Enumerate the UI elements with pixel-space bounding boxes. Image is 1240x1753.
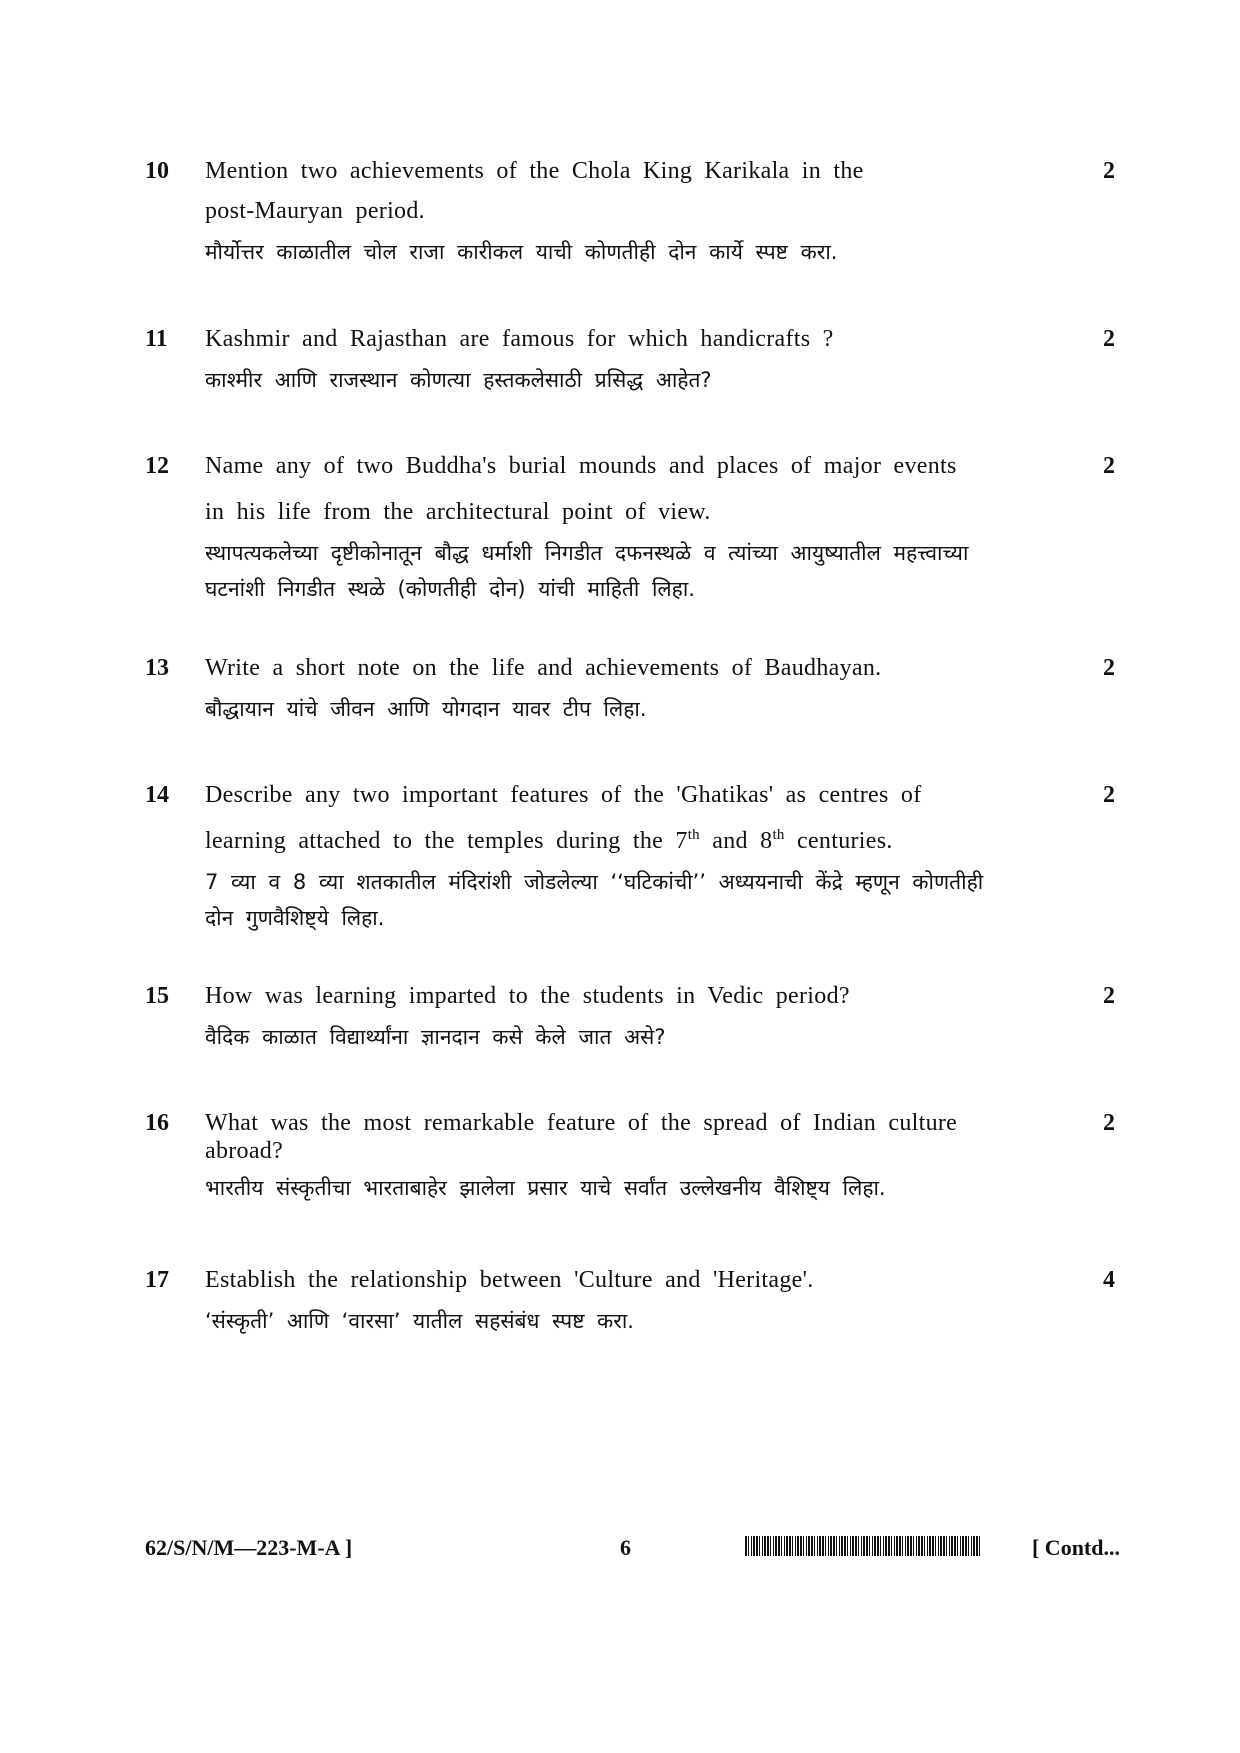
question-number: 10	[145, 158, 169, 184]
question-marathi-line: वैदिक काळात विद्यार्थ्यांना ज्ञानदान कसे केले जात असे?	[205, 1025, 666, 1049]
question-marathi-line: मौर्योत्तर काळातील चोल राजा कारीकल याची कोणतीही दोन कार्ये स्पष्ट करा.	[205, 240, 838, 264]
question-english-line: What was the most remarkable feature of the spread of Indian culture	[205, 1110, 958, 1136]
question-text	[205, 772, 1065, 936]
question-marathi-line: भारतीय संस्कृतीचा भारताबाहेर झालेला प्रसार याचे सर्वांत उल्लेखनीय वैशिष्ट्य लिहा.	[205, 1176, 886, 1200]
question-number: 11	[145, 326, 168, 352]
question-text	[205, 148, 1065, 270]
question-text	[205, 1257, 1065, 1339]
english-segment: centuries.	[784, 828, 893, 854]
question-number: 15	[145, 983, 169, 1009]
question-english-line: Describe any two important features of the 'Ghatikas' as centres of	[205, 782, 922, 808]
question-marathi-line: काश्मीर आणि राजस्थान कोणत्या हस्तकलेसाठी प्रसिद्ध आहेत?	[205, 368, 712, 392]
question-marks: 2	[1103, 1110, 1115, 1136]
question-number: 13	[145, 655, 169, 681]
ordinal-superscript: th	[772, 827, 785, 843]
question-marks: 2	[1103, 158, 1115, 184]
question-marks: 2	[1103, 326, 1115, 352]
ordinal-superscript: th	[687, 827, 700, 843]
question-text	[205, 645, 1065, 727]
question-text	[205, 443, 1065, 607]
question-english-line: Write a short note on the life and achievements of Baudhayan.	[205, 655, 882, 681]
question-english-line: Kashmir and Rajasthan are famous for which handicrafts ?	[205, 326, 834, 352]
question-marks: 2	[1103, 983, 1115, 1009]
question-number: 16	[145, 1110, 169, 1136]
question-marks: 4	[1103, 1267, 1115, 1293]
question-marks: 2	[1103, 655, 1115, 681]
question-english-line	[205, 818, 1065, 864]
page-number: 6	[620, 1535, 631, 1560]
question-number: 12	[145, 453, 169, 479]
question-marks: 2	[1103, 453, 1115, 479]
question-english-line: in his life from the architectural point of view.	[205, 499, 711, 525]
paper-code: 62/S/N/M—223-M-A ]	[145, 1535, 353, 1560]
question-english-line: abroad?	[205, 1138, 284, 1164]
question-english-line: Name any of two Buddha's burial mounds and places of major events	[205, 453, 957, 479]
question-marathi-line: घटनांशी निगडीत स्थळे (कोणतीही दोन) यांची माहिती लिहा.	[205, 577, 695, 601]
question-marathi-line: दोन गुणवैशिष्ट्ये लिहा.	[205, 906, 385, 930]
question-text	[205, 1100, 1065, 1206]
page-footer	[145, 1528, 1120, 1568]
question-english-line: Mention two achievements of the Chola King Karikala in the	[205, 158, 864, 184]
continued-label: [ Contd...	[1031, 1535, 1120, 1560]
question-english-line: post-Mauryan period.	[205, 198, 425, 224]
question-marathi-line: बौद्धायान यांचे जीवन आणि योगदान यावर टीप लिहा.	[205, 697, 647, 721]
question-marathi-line: स्थापत्यकलेच्या दृष्टीकोनातून बौद्ध धर्माशी निगडीत दफनस्थळे व त्यांच्या आयुष्यातील महत्त्वाच्या	[205, 541, 969, 565]
question-marathi-line: 7 व्या व 8 व्या शतकातील मंदिरांशी जोडलेल्या ‘‘घटिकांची’’ अध्ययनाची केंद्रे म्हणून कोणतीही	[205, 870, 984, 894]
question-text	[205, 973, 1065, 1055]
english-segment: and 8	[699, 828, 773, 854]
english-segment: learning attached to the temples during the 7	[205, 828, 688, 854]
question-number: 17	[145, 1267, 169, 1293]
question-english-line: How was learning imparted to the students in Vedic period?	[205, 983, 850, 1009]
question-marathi-line: ‘संस्कृती’ आणि ‘वारसा’ यातील सहसंबंध स्पष्ट करा.	[205, 1309, 634, 1333]
question-marks: 2	[1103, 782, 1115, 808]
question-text	[205, 316, 1065, 398]
barcode	[745, 1536, 980, 1556]
question-number: 14	[145, 782, 169, 808]
question-english-line: Establish the relationship between 'Culture and 'Heritage'.	[205, 1267, 814, 1293]
